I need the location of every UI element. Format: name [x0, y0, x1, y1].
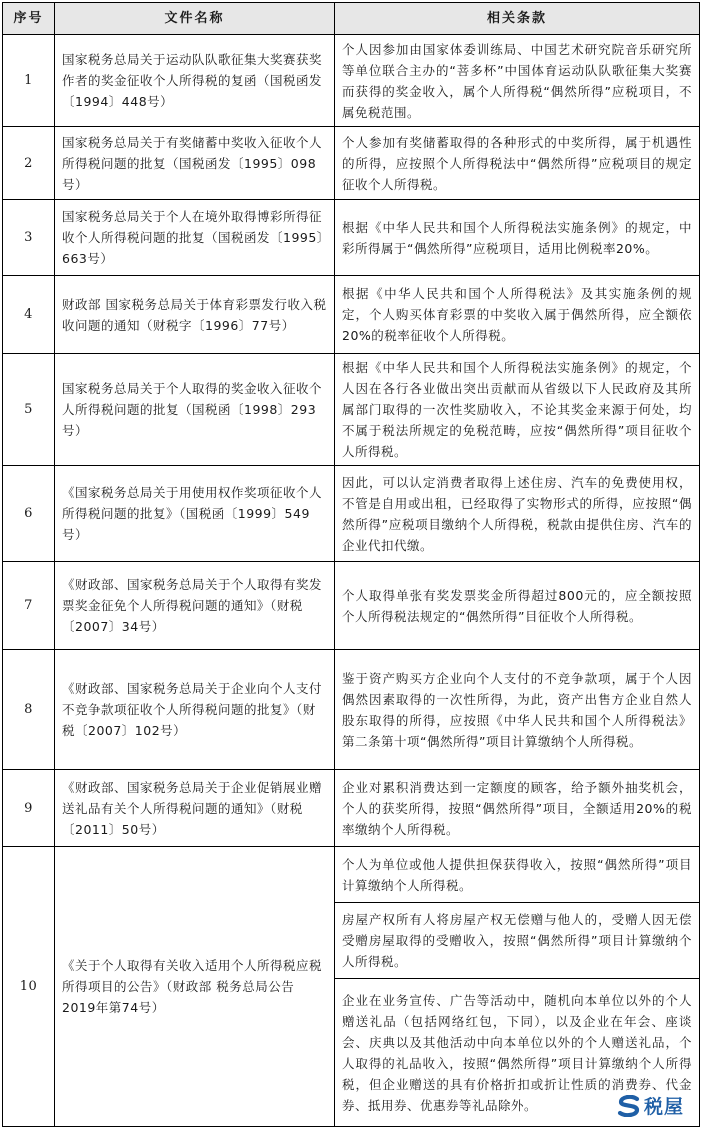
watermark-logo: [613, 1091, 688, 1120]
document-title: 国家税务总局关于运动队队歌征集大奖赛获奖作者的奖金征收个人所得税的复函（国税函发〔1994〕448号）: [55, 35, 335, 127]
header-row: [3, 3, 700, 35]
row-number: 2: [3, 127, 55, 200]
clause-text: 根据《中华人民共和国个人所得税法实施条例》的规定，中彩所得属于“偶然所得”应税项目，适用比例税率20%。: [335, 200, 700, 276]
document-title: 国家税务总局关于有奖储蓄中奖收入征收个人所得税问题的批复（国税函发〔1995〕098号）: [55, 127, 335, 200]
table-row: [3, 650, 700, 770]
document-title: 《关于个人取得有关收入适用个人所得税应税所得项目的公告》（财政部 税务总局公告2019年第74号）: [55, 847, 335, 1127]
header-document: 文件名称: [55, 3, 335, 35]
document-title: 国家税务总局关于个人取得的奖金收入征收个人所得税问题的批复（国税函〔1998〕293号）: [55, 354, 335, 466]
row-number: 9: [3, 770, 55, 847]
row-number: 8: [3, 650, 55, 770]
table-row: [3, 127, 700, 200]
document-title: 《财政部、国家税务总局关于企业向个人支付不竞争款项征收个人所得税问题的批复》（财税〔2007〕102号）: [55, 650, 335, 770]
clause-text: 根据《中华人民共和国个人所得税法》及其实施条例的规定，个人购买体育彩票的中奖收入属于偶然所得，应全额依20%的税率征收个人所得税。: [335, 276, 700, 354]
clause-text: 个人参加有奖储蓄取得的各种形式的中奖所得，属于机遇性的所得，应按照个人所得税法中“偶然所得”应税项目的规定征收个人所得税。: [335, 127, 700, 200]
document-title: 《财政部、国家税务总局关于个人取得有奖发票奖金征免个人所得税问题的通知》（财税〔2007〕34号）: [55, 562, 335, 650]
document-title: 《国家税务总局关于用使用权作奖项征收个人所得税问题的批复》（国税函〔1999〕549号）: [55, 466, 335, 562]
header-clauses: 相关条款: [335, 3, 700, 35]
table-row: [3, 847, 700, 903]
row-number: 5: [3, 354, 55, 466]
clause-text: 个人为单位或他人提供担保获得收入，按照“偶然所得”项目计算缴纳个人所得税。: [335, 847, 700, 903]
row-number: 1: [3, 35, 55, 127]
row-number: 10: [3, 847, 55, 1127]
table-row: [3, 35, 700, 127]
table-row: [3, 354, 700, 466]
document-title: 国家税务总局关于个人在境外取得博彩所得征收个人所得税问题的批复（国税函发〔1995〕663号）: [55, 200, 335, 276]
s-logo-icon: [617, 1095, 641, 1117]
table-row: [3, 466, 700, 562]
row-number: 7: [3, 562, 55, 650]
table-row: [3, 276, 700, 354]
watermark-text: 税屋: [643, 1096, 684, 1118]
clause-text: 因此，可以认定消费者取得上述住房、汽车的免费使用权，不管是自用或出租，已经取得了实物形式的所得，应按照“偶然所得”应税项目缴纳个人所得税，税款由提供住房、汽车的企业代扣代缴。: [335, 466, 700, 562]
clause-text: 个人取得单张有奖发票奖金所得超过800元的，应全额按照个人所得税法规定的“偶然所得”目征收个人所得税。: [335, 562, 700, 650]
table-row: [3, 200, 700, 276]
row-number: 3: [3, 200, 55, 276]
clause-text: 根据《中华人民共和国个人所得税法实施条例》的规定，个人因在各行各业做出突出贡献而从省级以下人民政府及其所属部门取得的一次性奖励收入，不论其奖金来源于何处，均不属于税法所规定的免税范畴，应按“偶然所得”项目征收个人所得税。: [335, 354, 700, 466]
document-title: 财政部 国家税务总局关于体育彩票发行收入税收问题的通知（财税字〔1996〕77号）: [55, 276, 335, 354]
clause-text: 鉴于资产购买方企业向个人支付的不竞争款项，属于个人因偶然因素取得的一次性所得，为此，资产出售方企业自然人股东取得的所得，应按照《中华人民共和国个人所得税法》第二条第十项“偶然所得”项目计算缴纳个人所得税。: [335, 650, 700, 770]
clause-text: 个人因参加由国家体委训练局、中国艺术研究院音乐研究所等单位联合主办的“菩多杯”中国体育运动队队歌征集大奖赛而获得的奖金收入，属个人所得税“偶然所得”应税项目，不属免税范围。: [335, 35, 700, 127]
row-number: 4: [3, 276, 55, 354]
clause-text: 房屋产权所有人将房屋产权无偿赠与他人的，受赠人因无偿受赠房屋取得的受赠收入，按照“偶然所得”项目计算缴纳个人所得税。: [335, 903, 700, 979]
row-number: 6: [3, 466, 55, 562]
clause-text: 企业在业务宣传、广告等活动中，随机向本单位以外的个人赠送礼品（包括网络红包，下同），以及企业在年会、座谈会、庆典以及其他活动中向本单位以外的个人赠送礼品，个人取得的礼品收入，按照“偶然所得”项目计算缴纳个人所得税，但企业赠送的具有价格折扣或折让性质的消费券、代金券、抵用券、优惠券等礼品除外。: [335, 979, 700, 1127]
header-number: 序号: [3, 3, 55, 35]
clause-text: 企业对累积消费达到一定额度的顾客，给予额外抽奖机会，个人的获奖所得，按照“偶然所得”项目，全额适用20%的税率缴纳个人所得税。: [335, 770, 700, 847]
table-row: [3, 562, 700, 650]
document-title: 《财政部、国家税务总局关于企业促销展业赠送礼品有关个人所得税问题的通知》（财税〔2011〕50号）: [55, 770, 335, 847]
tax-provisions-table: [2, 2, 700, 1127]
table-row: [3, 770, 700, 847]
